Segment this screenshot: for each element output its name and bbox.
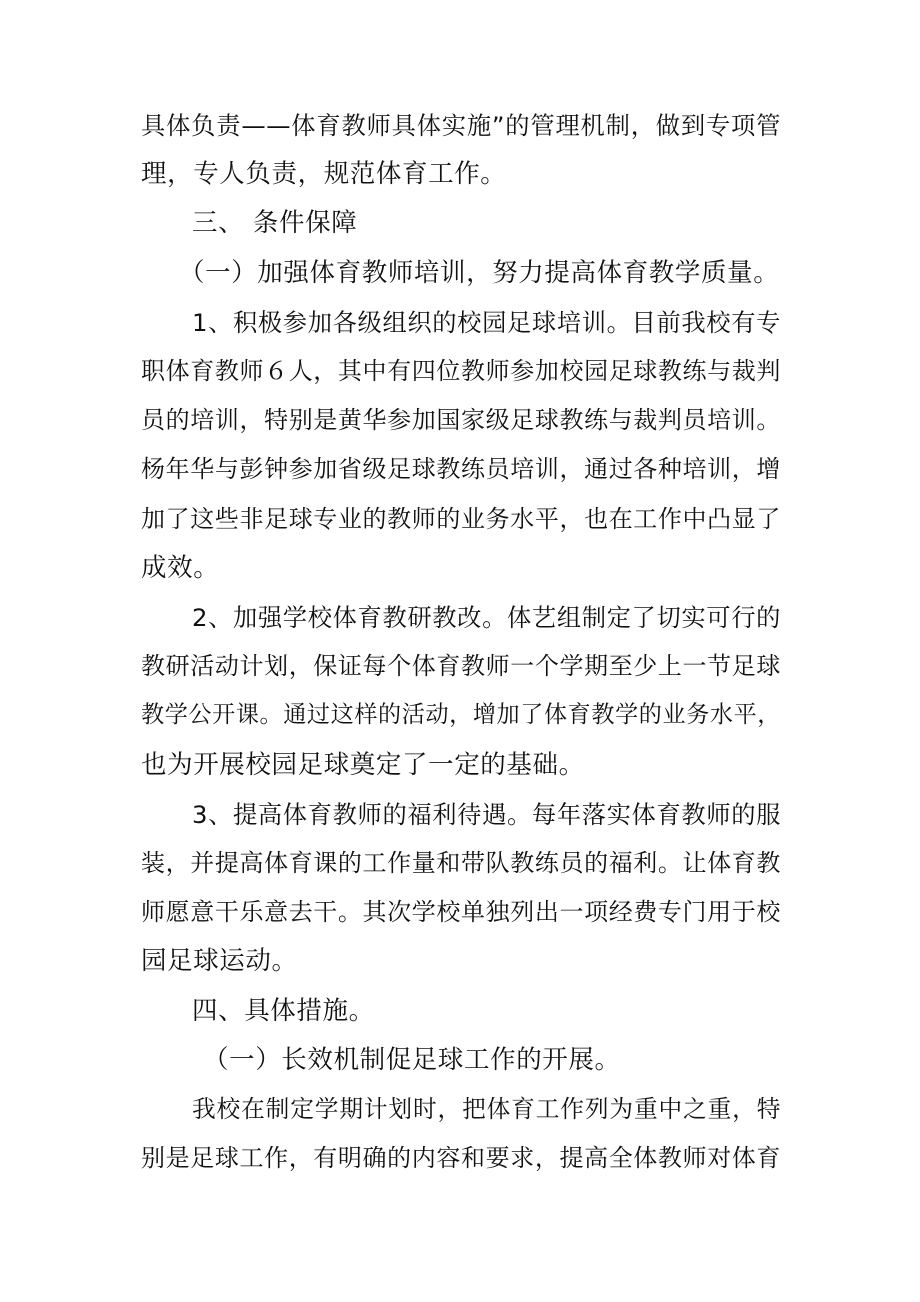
text-line: 杨年华与彭钟参加省级足球教练员培训，通过各种培训，增 <box>141 455 781 484</box>
text-line: 装，并提高体育课的工作量和带队教练员的福利。让体育教 <box>141 849 781 878</box>
text-line: 教学公开课。通过这样的活动，增加了体育教学的业务水平， <box>141 702 781 729</box>
section-heading: 三、 条件保障 <box>192 208 358 239</box>
text-line: 也为开展校园足球奠定了一定的基础。 <box>141 749 585 780</box>
subsection-heading: （一）长效机制促足球工作的开展。 <box>203 1044 621 1075</box>
text-line: 成效。 <box>141 552 220 583</box>
document-body <box>141 101 781 1183</box>
text-line: 理，专人负责，规范体育工作。 <box>141 159 507 190</box>
text-line: 2、加强学校体育教研教改。体艺组制定了切实可行的 <box>192 603 781 633</box>
text-line: 职体育教师６人，其中有四位教师参加校园足球教练与裁判 <box>141 357 781 386</box>
text-line: 员的培训，特别是黄华参加国家级足球教练与裁判员培训。 <box>141 406 781 435</box>
text-line: 我校在制定学期计划时，把体育工作列为重中之重，特 <box>192 1095 781 1124</box>
text-line: 3、提高体育教师的福利待遇。每年落实体育教师的服 <box>192 799 781 829</box>
text-line: 教研活动计划，保证每个体育教师一个学期至少上一节足球 <box>141 652 781 681</box>
text-line: 具体负责——体育教师具体实施”的管理机制，做到专项管 <box>141 111 781 140</box>
text-line: 师愿意干乐意去干。其次学校单独列出一项经费专门用于校 <box>141 898 781 927</box>
text-line: 园足球运动。 <box>141 946 298 977</box>
section-heading: 四、具体措施。 <box>192 995 375 1026</box>
text-line: 别是足球工作，有明确的内容和要求，提高全体教师对体育 <box>141 1144 781 1173</box>
subsection-heading: （一）加强体育教师培训，努力提高体育教学质量。 <box>179 257 780 288</box>
text-line: 1、积极参加各级组织的校园足球培训。目前我校有专 <box>192 307 781 337</box>
text-line: 加了这些非足球专业的教师的业务水平，也在工作中凸显了 <box>141 504 781 533</box>
